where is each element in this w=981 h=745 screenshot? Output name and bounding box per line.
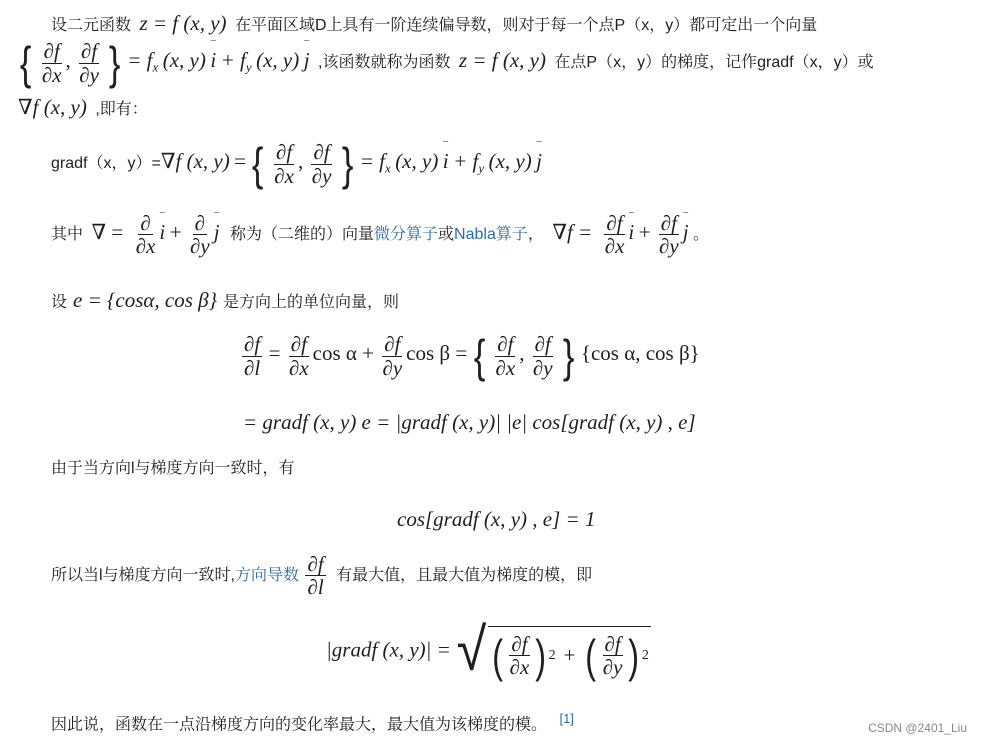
vector-j: ‾ j [304, 50, 310, 71]
link-nabla-operator[interactable]: Nabla算子 [454, 225, 528, 243]
frac-df-dy: $\frac{\partial f}{\partial y}$ [79, 39, 99, 87]
line-1 [51, 13, 817, 34]
vector-i: ‾ i [210, 50, 216, 71]
line-4: gradf（x，y）=∇f (x, y) = { $\frac{\partial f}{\partial x}$ , $\frac{\partial f}{\partial y}$ } = $f_x$ (x, y) ‾ $i + f_y$ (x, y) ‾ j [51, 141, 542, 187]
equation-gradient-modulus: |gradf (x, y)| = √ ( $\frac{\partial f}{\partial x}$ ) 2 + ( $\frac{\partial f}{\partial y}$ ) 2 [326, 616, 649, 683]
equation-directional-derivative: $\frac{\partial f}{\partial l}$ = $\frac{\partial f}{\partial x}$ cos α + $\frac{\partial f}{\partial y}$ cos β = { $\frac{\partial f}{\partial x}$ , $\frac{\partial f}{\partial y}$ } {cos α, cos β} [244, 330, 700, 382]
reference-link[interactable]: [1] [559, 711, 574, 726]
line-1-math: z = f (x, y) [139, 11, 227, 35]
left-brace: { [19, 37, 32, 89]
equation-gradient-product: = gradf (x, y) e = |gradf (x, y)| |e| cos[gradf (x, y) , e] [243, 410, 696, 434]
equation-cos-one: cos[gradf (x, y) , e] = 1 [397, 507, 596, 531]
watermark: CSDN @2401_Liu [868, 721, 967, 735]
link-differential-operator[interactable]: 微分算子 [374, 225, 439, 243]
line-3: ∇f (x, y) ,即有： [18, 95, 148, 119]
line-2-math: z = f (x, y) [458, 48, 546, 73]
line-8: 所以当l与梯度方向一致时,方向导数 $\frac{\partial f}{\partial l}$ 有最大值，且最大值为梯度的模，即 [51, 552, 593, 600]
line-7: 由于当方向l与梯度方向一致时，有 [51, 460, 295, 477]
line-2-text-b: 在点P（x，y）的梯度，记作gradf（x，y）或 [554, 54, 874, 72]
line-9: 因此说，函数在一点沿梯度方向的变化率最大，最大值为该梯度的模。 [1] [51, 711, 574, 734]
nabla-f: ∇f (x, y) [18, 95, 87, 119]
frac-df-dx: $\frac{\partial f}{\partial x}$ [41, 39, 62, 87]
link-directional-derivative[interactable]: 方向导数 [235, 566, 300, 584]
line-2: { $\frac{\partial f}{\partial x}$ , $\frac{\partial f}{\partial y}$ } = $f_x$ (x, y) ‾ $i + f_y$ (x, y) ‾ j ,该函数就称为函数 z = f (x, y) 在点P（x，y）的梯度，记作gradf（x，y）或 [18, 40, 874, 86]
line-6: 设 e = {cosα, cos β} 是方向上的单位向量，则 [51, 288, 400, 312]
line-5: 其中 ∇ = $\frac{\partial}{\partial x}$ ‾ i + $\frac{\partial}{\partial y}$ ‾ j 称为（二维的）向量微分算子或Nabla算子， ∇f = $\frac{\partial f}{\partial x}$ ‾ i + $\frac{\partial f}{\partial y}$ ‾ j 。 [51, 212, 709, 257]
line-2-text-a: ,该函数就称为函数 [318, 54, 451, 72]
line-1-text-a: 设二元函数 [51, 17, 132, 34]
line-1-text-b: 在平面区域D上具有一阶连续偏导数，则对于每一个点P（x，y）都可定出一个向量 [234, 17, 818, 34]
right-brace: } [109, 37, 121, 89]
